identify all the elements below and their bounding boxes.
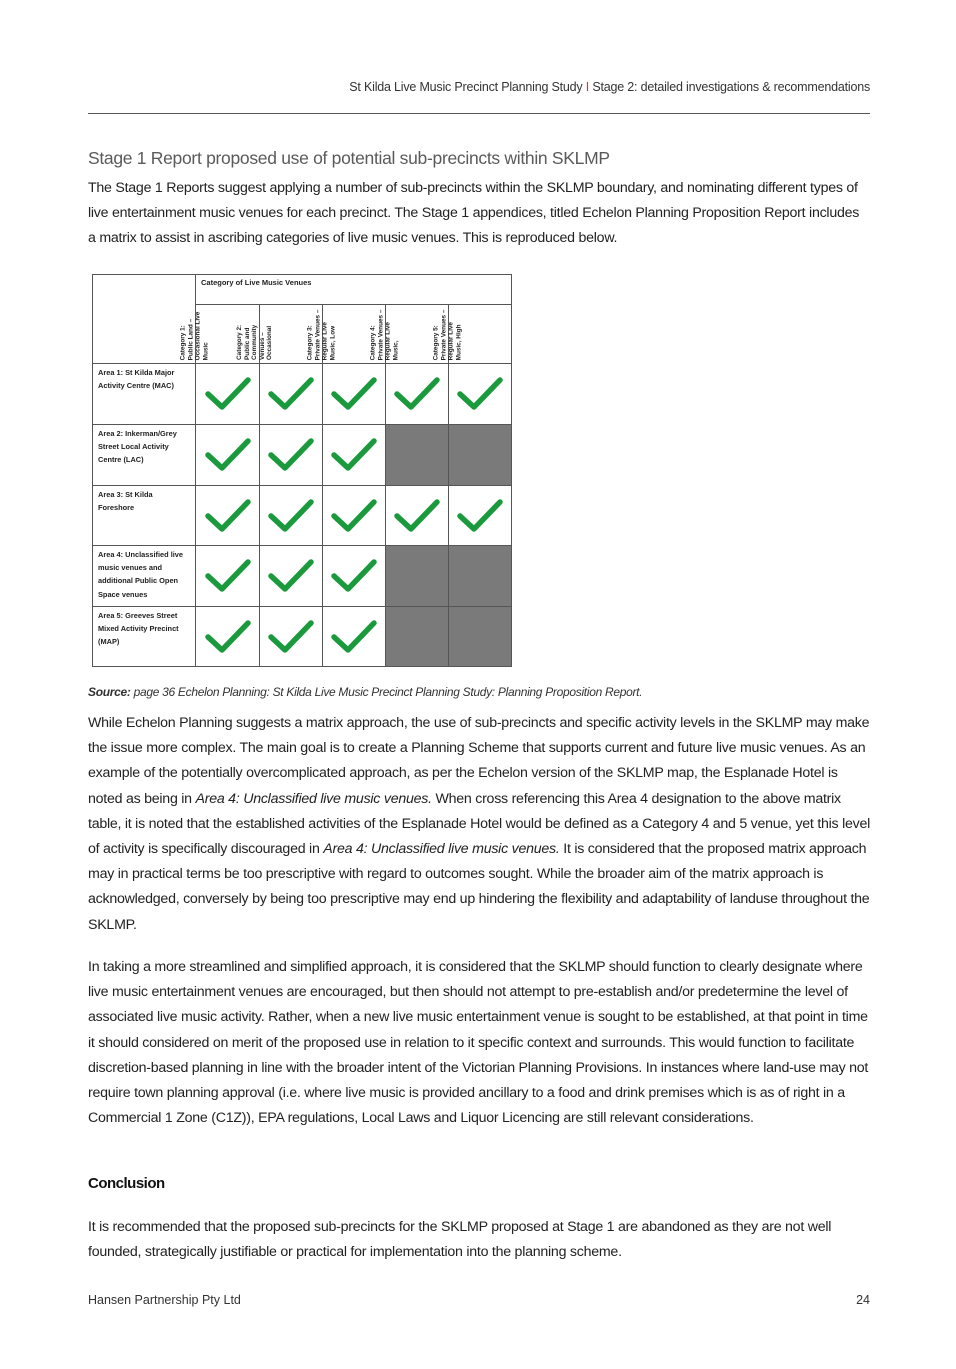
matrix-cell-permitted — [323, 425, 386, 486]
matrix-title: Category of Live Music Venues — [196, 275, 512, 305]
matrix-column-header — [432, 305, 512, 364]
matrix-row-label: Area 3: St Kilda Foreshore — [93, 486, 196, 546]
check-icon — [204, 497, 252, 535]
check-icon — [267, 618, 315, 656]
matrix-column-label: Category 5: Private Venues – Regular Live Music, High — [432, 309, 463, 360]
matrix-row-label: Area 4: Unclassified live music venues and additional Public Open Space venues — [93, 546, 196, 607]
matrix-row-label: Area 1: St Kilda Major Activity Centre (MAC) — [93, 364, 196, 425]
body-paragraph-1 — [88, 711, 870, 938]
matrix-cell-permitted — [260, 546, 323, 607]
matrix-cell-permitted — [323, 546, 386, 607]
conclusion-heading: Conclusion — [88, 1175, 165, 1192]
check-icon — [204, 557, 252, 595]
matrix-cell-not-applicable — [449, 546, 512, 607]
matrix-cell-not-applicable — [386, 425, 449, 486]
matrix-cell-permitted — [196, 364, 260, 425]
source-caption — [88, 685, 642, 699]
check-icon — [330, 497, 378, 535]
header-separator: I — [585, 80, 590, 94]
matrix-cell-permitted — [260, 425, 323, 486]
matrix-row — [93, 546, 512, 607]
p1-italic-d: Area 4: Unclassified live music venues. — [323, 841, 560, 858]
matrix-cell-permitted — [196, 425, 260, 486]
matrix-cell-permitted — [260, 486, 323, 546]
p1-text-e: It is considered that the proposed matrix approach may in practical terms be too prescriptive with regard to outcomes sought. While the broader aim of the matrix approach is acknowledged, conversely by being too prescriptive may end up hindering the flexibility and adaptability of landuse throughout the SKLMP. — [88, 841, 870, 933]
section-title: Stage 1 Report proposed use of potential sub-precincts within SKLMP — [88, 148, 610, 168]
matrix-cell-permitted — [260, 364, 323, 425]
matrix-cell-permitted — [386, 486, 449, 546]
body-paragraph-3: It is recommended that the proposed sub-precincts for the SKLMP proposed at Stage 1 are abandoned as they are not well founded, strategically justifiable or practical for implementation into the planning scheme. — [88, 1219, 832, 1261]
check-icon — [393, 497, 441, 535]
header-subtitle: Stage 2: detailed investigations & recommendations — [592, 80, 870, 94]
check-icon — [267, 436, 315, 474]
check-icon — [267, 497, 315, 535]
matrix-cell-permitted — [449, 364, 512, 425]
venue-category-matrix — [92, 274, 512, 667]
matrix-cell-permitted — [386, 364, 449, 425]
matrix-cell-permitted — [323, 364, 386, 425]
matrix-column-label: Category 1: Public Land – Occasional Live Music — [179, 311, 210, 360]
matrix-row-label: Area 2: Inkerman/Grey Street Local Activity Centre (LAC) — [93, 425, 196, 486]
check-icon — [204, 375, 252, 413]
check-icon — [330, 436, 378, 474]
matrix-row — [93, 364, 512, 425]
matrix-cell-permitted — [323, 607, 386, 667]
matrix-cell-permitted — [196, 607, 260, 667]
p1-italic-b: Area 4: Unclassified live music venues. — [195, 790, 432, 807]
matrix-cell-not-applicable — [449, 425, 512, 486]
intro-paragraph: The Stage 1 Reports suggest applying a number of sub-precincts within the SKLMP boundary, and nominating different types of live entertainment music venues for each precinct. The Stage 1 appendices, titled Echelon Planning Proposition Report includes a matrix to assist in ascribing categories of live music venues. This is reproduced below. — [88, 180, 860, 247]
check-icon — [204, 618, 252, 656]
matrix-cell-permitted — [260, 607, 323, 667]
matrix-cell-not-applicable — [449, 607, 512, 667]
p1-text-a: While Echelon Planning suggests a matrix approach, the use of sub-precincts and specific activity levels in the SKLMP may make the issue more complex. The main goal is to create a Planning Scheme that supports current and future live music venues. As an example of the potentially overcomplicated approach, as per the Echelon version of the SKLMP map, the Esplanade Hotel is noted as being in — [88, 715, 870, 807]
matrix-cell-permitted — [196, 546, 260, 607]
matrix-cell-permitted — [323, 486, 386, 546]
matrix-row — [93, 486, 512, 546]
p1-text-c: When cross referencing this Area 4 designation to the above matrix table, it is noted that the established activities of the Esplanade Hotel would be defined as a Category 4 and 5 venue, yet this level of activity is specifically discouraged in — [88, 790, 871, 858]
matrix-column-label: Category 2: Public and Community Venues – Occasional — [236, 324, 274, 360]
check-icon — [204, 436, 252, 474]
source-text: page 36 Echelon Planning: St Kilda Live Music Precinct Planning Study: Planning Proposition Report. — [130, 685, 643, 699]
check-icon — [330, 375, 378, 413]
matrix-column-label: Category 3: Private Venues – Regular Live Music, Low — [306, 309, 337, 360]
check-icon — [267, 557, 315, 595]
check-icon — [330, 618, 378, 656]
matrix-cell-permitted — [196, 486, 260, 546]
check-icon — [456, 497, 504, 535]
matrix-column-label: Category 4: Private Venues – Regular Live Music, — [369, 309, 400, 360]
page-header — [349, 80, 870, 94]
source-label: Source: — [88, 685, 131, 699]
body-paragraph-2: In taking a more streamlined and simplified approach, it is considered that the SKLMP should function to clearly designate where live music entertainment venues are encouraged, but then should not attempt to pre-establish and/or predetermine the level of associated live music activity. Rather, when a new live music entertainment venue is sought to be established, at that point in time it should considered on merit of the proposed use in relation to it specific context and surrounds. This would function to facilitate discretion-based planning in line with the broader intent of the Victorian Planning Provisions. In instances where land-use may not require town planning approval (i.e. where live music is provided ancillary to a food and drink premises which is as of right in a Commercial 1 Zone (C1Z)), EPA regulations, Local Laws and Liquor Licencing are still relevant considerations. — [88, 959, 869, 1127]
check-icon — [456, 375, 504, 413]
check-icon — [393, 375, 441, 413]
header-title: St Kilda Live Music Precinct Planning Study — [349, 80, 583, 94]
matrix-cell-permitted — [449, 486, 512, 546]
matrix-row-label: Area 5: Greeves Street Mixed Activity Precinct (MAP) — [93, 607, 196, 667]
header-divider — [88, 113, 870, 114]
footer-page-number: 24 — [856, 1293, 870, 1307]
footer-company: Hansen Partnership Pty Ltd — [88, 1293, 241, 1307]
matrix-cell-not-applicable — [386, 546, 449, 607]
check-icon — [330, 557, 378, 595]
matrix-row — [93, 607, 512, 667]
check-icon — [267, 375, 315, 413]
matrix-row — [93, 425, 512, 486]
matrix-cell-not-applicable — [386, 607, 449, 667]
